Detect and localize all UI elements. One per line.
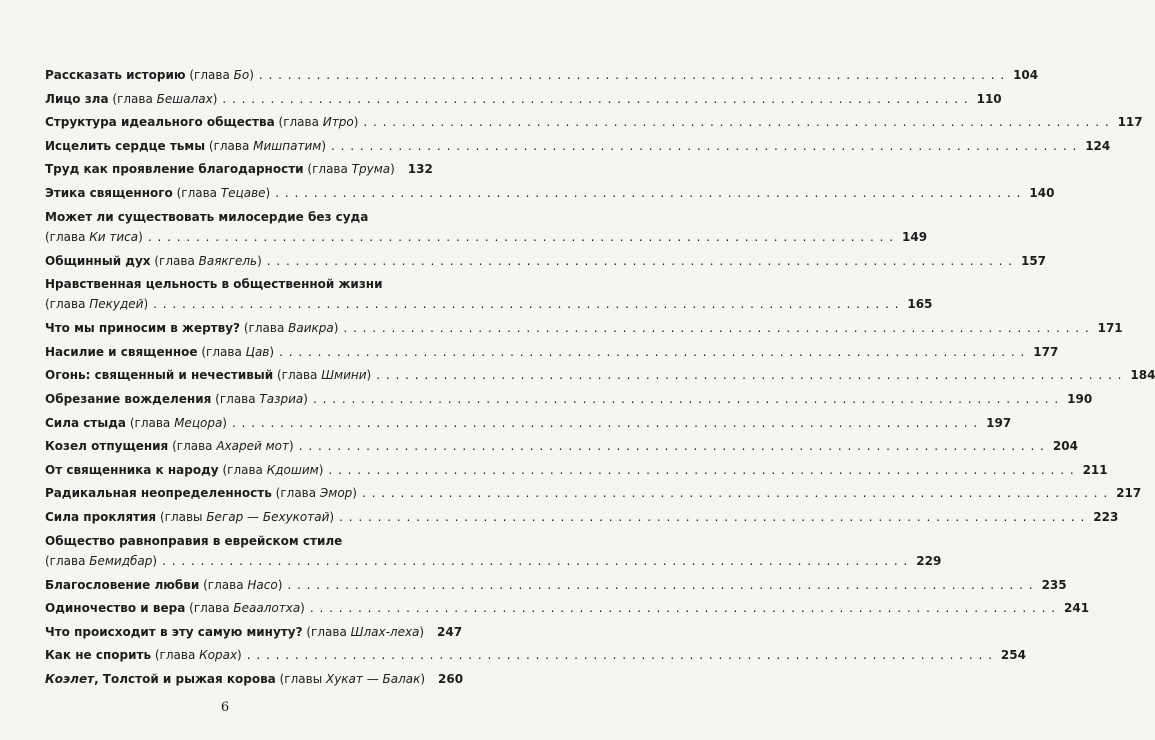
entry-title: Общинный дух <box>45 253 151 268</box>
dot-leader <box>362 483 1108 503</box>
chapter-ref: (глава Цав) <box>201 344 275 359</box>
page-number: 260 <box>438 671 464 686</box>
page-number: 223 <box>1093 509 1119 524</box>
toc-entry <box>45 183 1055 207</box>
chapter-ref: (глава Ахарей мот) <box>172 439 294 454</box>
dot-leader <box>310 598 1056 618</box>
page-number: 132 <box>407 162 433 177</box>
chapter-ref: (глава Мецора) <box>129 415 227 430</box>
dot-leader <box>339 507 1085 527</box>
entry-title: Труд как проявление благодарности <box>45 162 304 177</box>
toc-entry <box>45 575 1067 599</box>
page-number: 204 <box>1052 439 1078 454</box>
chapter-ref: (глава Эмор) <box>275 486 357 501</box>
chapter-ref: (глава Ваикра) <box>243 321 339 336</box>
dot-leader <box>148 227 894 247</box>
entry-title: Лицо зла <box>45 91 109 106</box>
entry-title: Насилие и священное <box>45 344 198 359</box>
page-number: 104 <box>1013 68 1039 82</box>
page-number: 211 <box>1082 462 1108 477</box>
chapter-ref: (глава Тазриа) <box>215 391 308 406</box>
dot-leader <box>279 342 1025 362</box>
entry-title: Козел отпущения <box>45 439 169 454</box>
page-number: 157 <box>1020 253 1047 268</box>
entry-title: Огонь: священный и нечестивый <box>45 368 274 383</box>
entry-title: От священника к народу <box>45 462 219 477</box>
page-number: 241 <box>1064 601 1090 616</box>
entry-title: Благословение любви <box>45 577 200 592</box>
entry-title: Исцелить сердце тьмы <box>45 138 206 153</box>
page-number: 229 <box>916 553 942 568</box>
toc-entry <box>45 274 933 318</box>
toc-entry <box>45 436 1078 460</box>
entry-title: Структура идеального общества <box>45 115 275 130</box>
chapter-ref: (глава Тецаве) <box>176 185 271 200</box>
chapter-ref: (глава Бешалах) <box>112 91 218 106</box>
chapter-ref: (глава Мишпатим) <box>208 138 327 153</box>
chapter-ref: (глава Бо) <box>189 68 254 82</box>
page-number: 165 <box>907 297 933 312</box>
toc-entry <box>45 89 1002 113</box>
entry-title: Рассказать историю <box>45 68 186 82</box>
chapter-ref: (главы Хукат — Балак) <box>279 671 426 686</box>
entry-title: Как не спорить <box>45 648 152 663</box>
toc-entry <box>45 598 1090 622</box>
chapter-ref: (глава Насо) <box>203 577 283 592</box>
entry-title: Что происходит в эту самую минуту? <box>45 624 303 639</box>
page-number: 217 <box>1116 486 1142 501</box>
entry-title: Что мы приносим в жертву? <box>45 321 241 336</box>
chapter-ref: (главы Бегар — Бехукотай) <box>159 509 335 524</box>
entry-title-tail: , Толстой и рыжая корова <box>94 671 276 686</box>
chapter-ref: (глава Бемидбар) <box>45 553 158 568</box>
toc-entry <box>45 251 1047 275</box>
dot-leader <box>331 136 1077 156</box>
entry-title: Сила стыда <box>45 415 126 430</box>
chapter-ref: (глава Ваякгель) <box>154 253 262 268</box>
page-number: 247 <box>437 624 463 639</box>
dot-leader <box>275 183 1021 203</box>
page-number: 184 <box>1130 368 1155 383</box>
toc-entry <box>45 365 1155 389</box>
toc-entry <box>45 136 1111 160</box>
page-number: 190 <box>1067 391 1093 406</box>
chapter-ref: (глава Ки тиса) <box>45 229 143 244</box>
dot-leader <box>153 294 899 314</box>
page-number: 149 <box>902 229 928 244</box>
toc-entry <box>45 645 1026 669</box>
toc-entry <box>45 622 463 646</box>
page-folio: 6 <box>220 700 230 715</box>
dot-leader <box>343 318 1089 338</box>
chapter-ref: (глава Шмини) <box>276 368 372 383</box>
table-of-contents <box>45 65 1155 692</box>
toc-entry <box>45 207 928 251</box>
entry-title: Радикальная неопределенность <box>45 486 272 501</box>
dot-leader <box>259 65 1005 85</box>
page-number: 197 <box>986 415 1012 430</box>
dot-leader <box>232 413 978 433</box>
entry-title: Этика священного <box>45 185 173 200</box>
page-number: 254 <box>1000 648 1026 663</box>
toc-entry <box>45 413 1012 437</box>
dot-leader <box>363 112 1109 132</box>
toc-entry <box>45 460 1108 484</box>
toc-entry <box>45 483 1142 507</box>
entry-title: Может ли существовать милосердие без суда <box>45 209 369 224</box>
page-number: 235 <box>1041 577 1067 592</box>
toc-entry <box>45 342 1059 366</box>
dot-leader <box>313 389 1059 409</box>
toc-entry <box>45 531 942 575</box>
page-number: 124 <box>1085 138 1111 153</box>
chapter-ref: (глава Трума) <box>307 162 395 177</box>
toc-entry <box>45 389 1093 413</box>
dot-leader <box>287 575 1033 595</box>
entry-title: Одиночество и вера <box>45 601 186 616</box>
dot-leader <box>247 645 993 665</box>
entry-title: Сила проклятия <box>45 509 157 524</box>
dot-leader <box>162 551 908 571</box>
toc-entry <box>45 65 1039 89</box>
toc-entry <box>45 112 1143 136</box>
entry-title: Нравственная цельность в общественной жизни <box>45 277 383 292</box>
entry-title: Общество равноправия в еврейском стиле <box>45 533 343 548</box>
chapter-ref: (глава Пекудей) <box>45 297 149 312</box>
dot-leader <box>328 460 1074 480</box>
toc-entry <box>45 159 433 183</box>
entry-title-italic: Коэлет <box>45 671 95 686</box>
dot-leader <box>267 251 1013 271</box>
dot-leader <box>222 89 968 109</box>
toc-entry <box>45 669 464 693</box>
page-number: 171 <box>1097 321 1123 336</box>
page-number: 110 <box>976 91 1002 106</box>
chapter-ref: (глава Итро) <box>278 115 359 130</box>
chapter-ref: (глава Шлах-леха) <box>306 624 425 639</box>
toc-entry <box>45 507 1119 531</box>
page-number: 140 <box>1029 185 1055 200</box>
page-number: 177 <box>1033 344 1059 359</box>
chapter-ref: (глава Корах) <box>154 648 242 663</box>
entry-title: Обрезание вожделения <box>45 391 212 406</box>
page-number: 117 <box>1117 115 1143 130</box>
chapter-ref: (глава Кдошим) <box>222 462 324 477</box>
dot-leader <box>299 436 1045 456</box>
dot-leader <box>376 365 1122 385</box>
chapter-ref: (глава Беаалотха) <box>189 601 305 616</box>
toc-entry <box>45 318 1123 342</box>
